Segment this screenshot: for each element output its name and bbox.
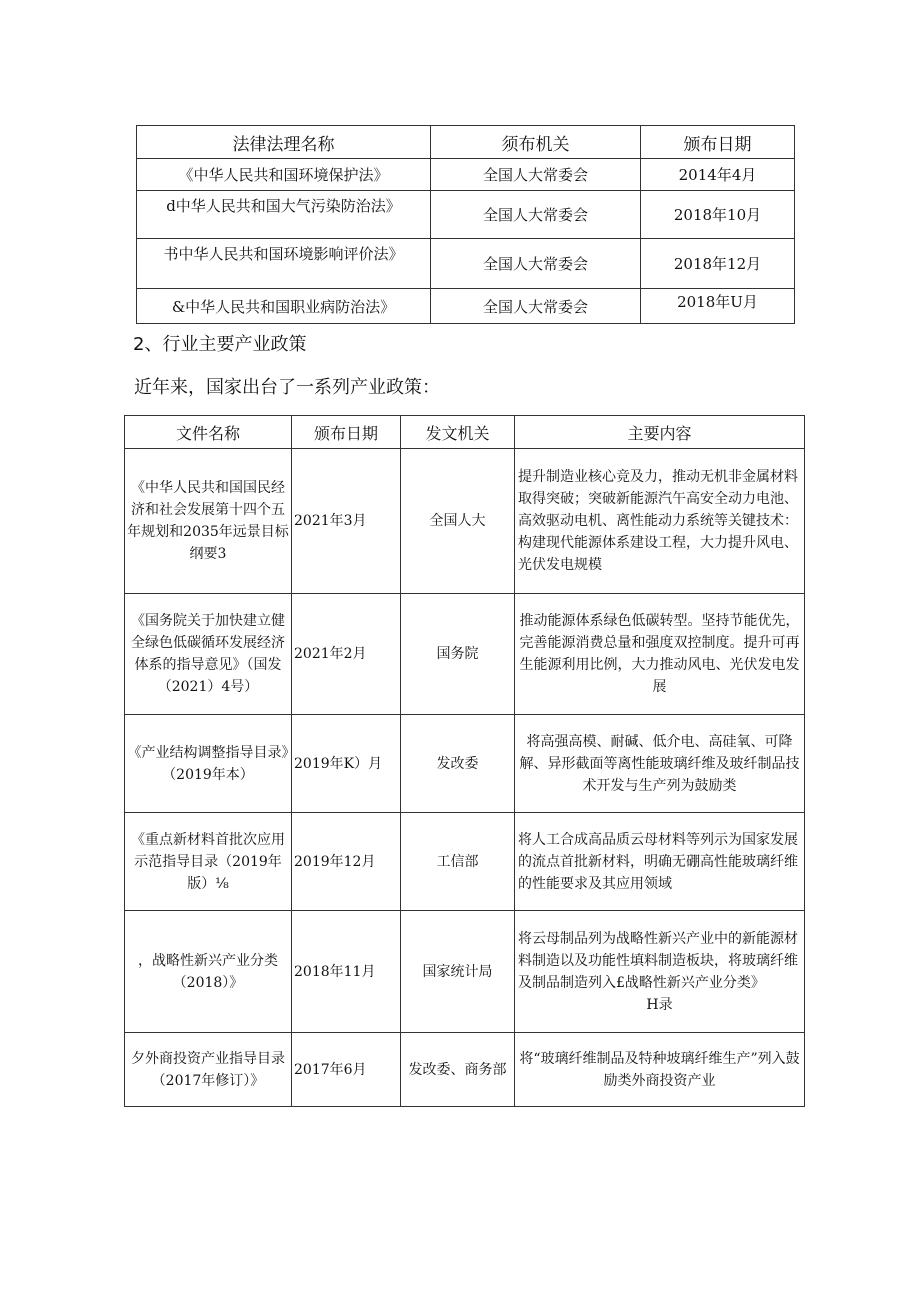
header-file-name: 文件名称 <box>125 416 292 449</box>
header-content: 主要内容 <box>515 416 805 449</box>
law-org: 全国人大常委会 <box>431 191 641 239</box>
law-name: 《中华人民共和国环境保护法》 <box>137 159 431 191</box>
table-header-row <box>137 126 795 159</box>
policy-name: 《产业结构调整指导目录》（2019年本） <box>125 715 292 813</box>
table-header-row <box>125 416 805 449</box>
table-row <box>125 594 805 715</box>
law-org: 全国人大常委会 <box>431 289 641 324</box>
policy-name: 《中华人民共和国国民经济和社会发展第十四个五年规划和2035年远景目标纲要3 <box>125 449 292 594</box>
header-law-name: 法律法理名称 <box>137 126 431 159</box>
policy-content: 推动能源体系绿色低碳转型。坚持节能优先，完善能源消费总量和强度双控制度。提升可再生能源利用比例，大力推动风电、光伏发电发展 <box>515 594 805 715</box>
policy-content: 将高强高模、耐碱、低介电、高硅氧、可降解、异形截面等离性能玻璃纤维及玻纤制品技术开发与生产列为鼓励类 <box>515 715 805 813</box>
policy-content-text: 将云母制品列为战略性新兴产业中的新能源材料制造以及功能性填料制造板块，将玻璃纤维及制品制造列入£战略性新兴产业分类》 <box>518 930 798 991</box>
policy-org: 发改委 <box>401 715 515 813</box>
policy-date: 2021年2月 <box>292 594 401 715</box>
policy-name: ，战略性新兴产业分类（2018）》 <box>125 911 292 1033</box>
policy-name: 《国务院关于加快建立健全绿色低碳循环发展经济体系的指导意见》（国发（2021）4号） <box>125 594 292 715</box>
header-org: 发文机关 <box>401 416 515 449</box>
table-row <box>137 239 795 289</box>
policy-date: 2021年3月 <box>292 449 401 594</box>
law-name: 书中华人民共和国环境影响评价法》 <box>137 239 431 289</box>
policy-content <box>515 911 805 1033</box>
law-date: 2014年4月 <box>641 159 795 191</box>
policy-date: 2018年11月 <box>292 911 401 1033</box>
section-heading: 2、行业主要产业政策 <box>133 334 307 355</box>
policy-content: 提升制造业核心竞及力，推动无机非金属材料取得突破；突破新能源汽午高安全动力电池、高效驱动电机、离性能动力系统等关键技术：构建现代能源体系建设工程，大力提升风电、光伏发电规模 <box>515 449 805 594</box>
policy-name: 《重点新材料首批次应用示范指导目录（2019年版）⅛ <box>125 813 292 911</box>
policy-org: 国家统计局 <box>401 911 515 1033</box>
table-row <box>137 191 795 239</box>
law-date: 2018年10月 <box>641 191 795 239</box>
policy-content: 将人工合成高品质云母材料等列示为国家发展的流点首批新材料，明确无硼高性能玻璃纤维的性能要求及其应用领域 <box>515 813 805 911</box>
table-row <box>125 911 805 1033</box>
law-name: d中华人民共和国大气污染防治法》 <box>137 191 431 239</box>
policy-table <box>124 415 805 1107</box>
table-row <box>125 1033 805 1107</box>
law-date: 2018年12月 <box>641 239 795 289</box>
law-org: 全国人大常委会 <box>431 239 641 289</box>
law-date: 2018年U月 <box>641 289 795 324</box>
policy-date: 2019年12月 <box>292 813 401 911</box>
policy-content-suffix: H录 <box>646 996 673 1013</box>
intro-text: 近年来，国家出台了一系列产业政策： <box>134 377 440 398</box>
policy-name: 夕外商投资产业指导目录（2017年修订）》 <box>125 1033 292 1107</box>
policy-org: 工信部 <box>401 813 515 911</box>
law-name: &中华人民共和国职业病防治法》 <box>137 289 431 324</box>
law-org: 全国人大常委会 <box>431 159 641 191</box>
policy-content: 将“玻璃纤维制品及特种坡璃纤维生产”列入鼓励类外商投资产业 <box>515 1033 805 1107</box>
header-date: 颁布日期 <box>292 416 401 449</box>
table-row <box>125 449 805 594</box>
policy-date: 2019年K）月 <box>292 715 401 813</box>
policy-date: 2017年6月 <box>292 1033 401 1107</box>
policy-org: 发改委、商务部 <box>401 1033 515 1107</box>
table-row <box>137 289 795 324</box>
policy-org: 全国人大 <box>401 449 515 594</box>
law-table <box>136 125 795 324</box>
table-row <box>125 813 805 911</box>
policy-org: 国务院 <box>401 594 515 715</box>
header-org: 须布机关 <box>431 126 641 159</box>
table-row <box>125 715 805 813</box>
header-date: 颁布日期 <box>641 126 795 159</box>
table-row <box>137 159 795 191</box>
